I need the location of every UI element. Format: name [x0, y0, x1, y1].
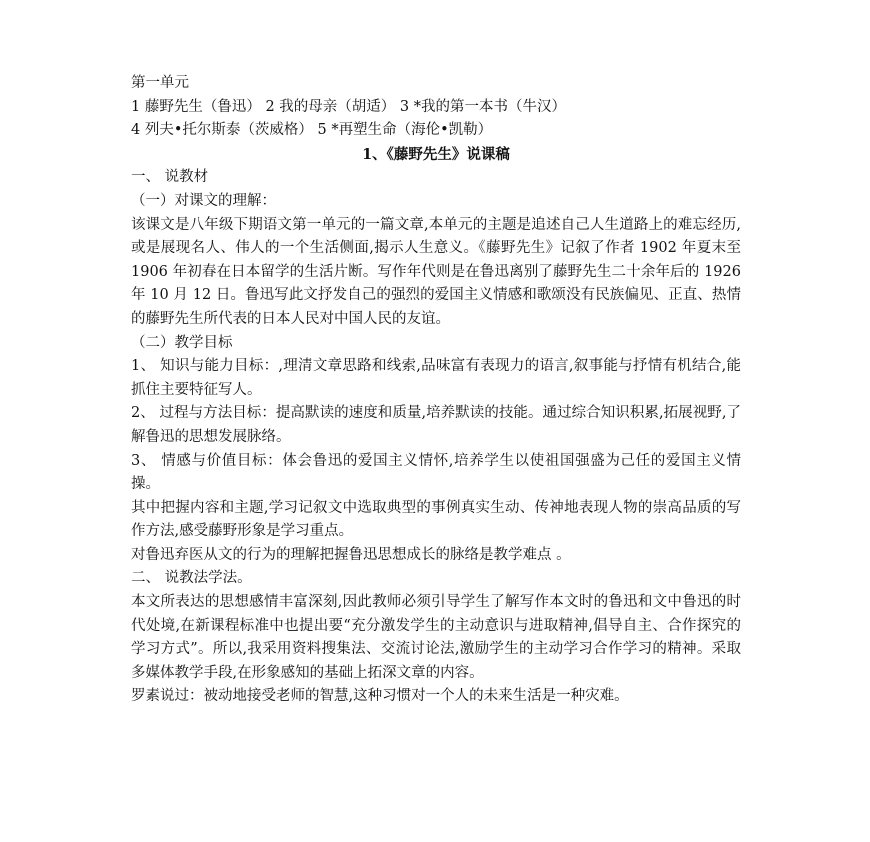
section-1-heading: 一、 说教材 [131, 169, 209, 186]
section-1-subheading-2: （二）教学目标 [131, 334, 233, 351]
text-understanding-paragraph: 该课文是八年级下期语文第一单元的一篇文章,本单元的主题是追述自己人生道路上的难忘经历,或是展现名人、伟人的一个生活侧面,揭示人生意义。《藤野先生》记叙了作者 1902 年夏末至 1906 年初春在日本留学的生活片断。写作年代则是在鲁迅离别了藤野先生二十余年后的 1926 年 10 月 12 日。鲁迅写此文抒发自己的强烈的爱国主义情感和歌颂没有民族偏见、正直、热情的藤野先生所代表的日本人民对中国人民的友谊。 [131, 216, 741, 327]
document-title: 1、《藤野先生》说课稿 [362, 145, 510, 163]
goal-2: 2、 过程与方法目标：提高默读的速度和质量,培养默读的技能。通过综合知识积累,拓展视野,了解鲁迅的思想发展脉络。 [131, 405, 741, 445]
unit-heading: 第一单元 [131, 75, 189, 91]
toc-line-1: 1 藤野先生（鲁迅） 2 我的母亲（胡适） 3 *我的第一本书（牛汉） [131, 98, 566, 115]
key-point-paragraph: 其中把握内容和主题,学习记叙文中选取典型的事例真实生动、传神地表现人物的崇高品质的写作方法,感受藤野形象是学习重点。 [131, 499, 741, 540]
toc-line-2: 4 列夫•托尔斯泰（茨威格） 5 *再塑生命（海伦•凯勒） [131, 122, 493, 139]
document-body [131, 72, 741, 709]
section-2-heading: 二、 说教法学法。 [131, 570, 252, 587]
goal-3: 3、 情感与价值目标：体会鲁迅的爱国主义情怀,培养学生以使祖国强盛为己任的爱国主义情操。 [131, 452, 741, 493]
russell-quote: 罗素说过：被动地接受老师的智慧,这种习惯对一个人的未来生活是一种灾难。 [131, 688, 629, 705]
section-1-subheading-1: （一）对课文的理解： [131, 192, 276, 209]
goal-1: 1、 知识与能力目标：,理清文章思路和线索,品味富有表现力的语言,叙事能与抒情有机结合,能抓住主要特征写人。 [131, 358, 741, 398]
difficulty-paragraph: 对鲁迅弃医从文的行为的理解把握鲁迅思想成长的脉络是教学难点 。 [131, 546, 571, 563]
method-paragraph: 本文所表达的思想感情丰富深刻,因此教师必须引导学生了解写作本文时的鲁迅和文中鲁迅的时代处境,在新课程标准中也提出要“充分激发学生的主动意识与进取精神,倡导自主、合作探究的学习方式”。所以,我采用资料搜集法、交流讨论法,激励学生的主动学习合作学习的精神。采取多媒体教学手段,在形象感知的基础上拓深文章的内容。 [131, 594, 741, 681]
